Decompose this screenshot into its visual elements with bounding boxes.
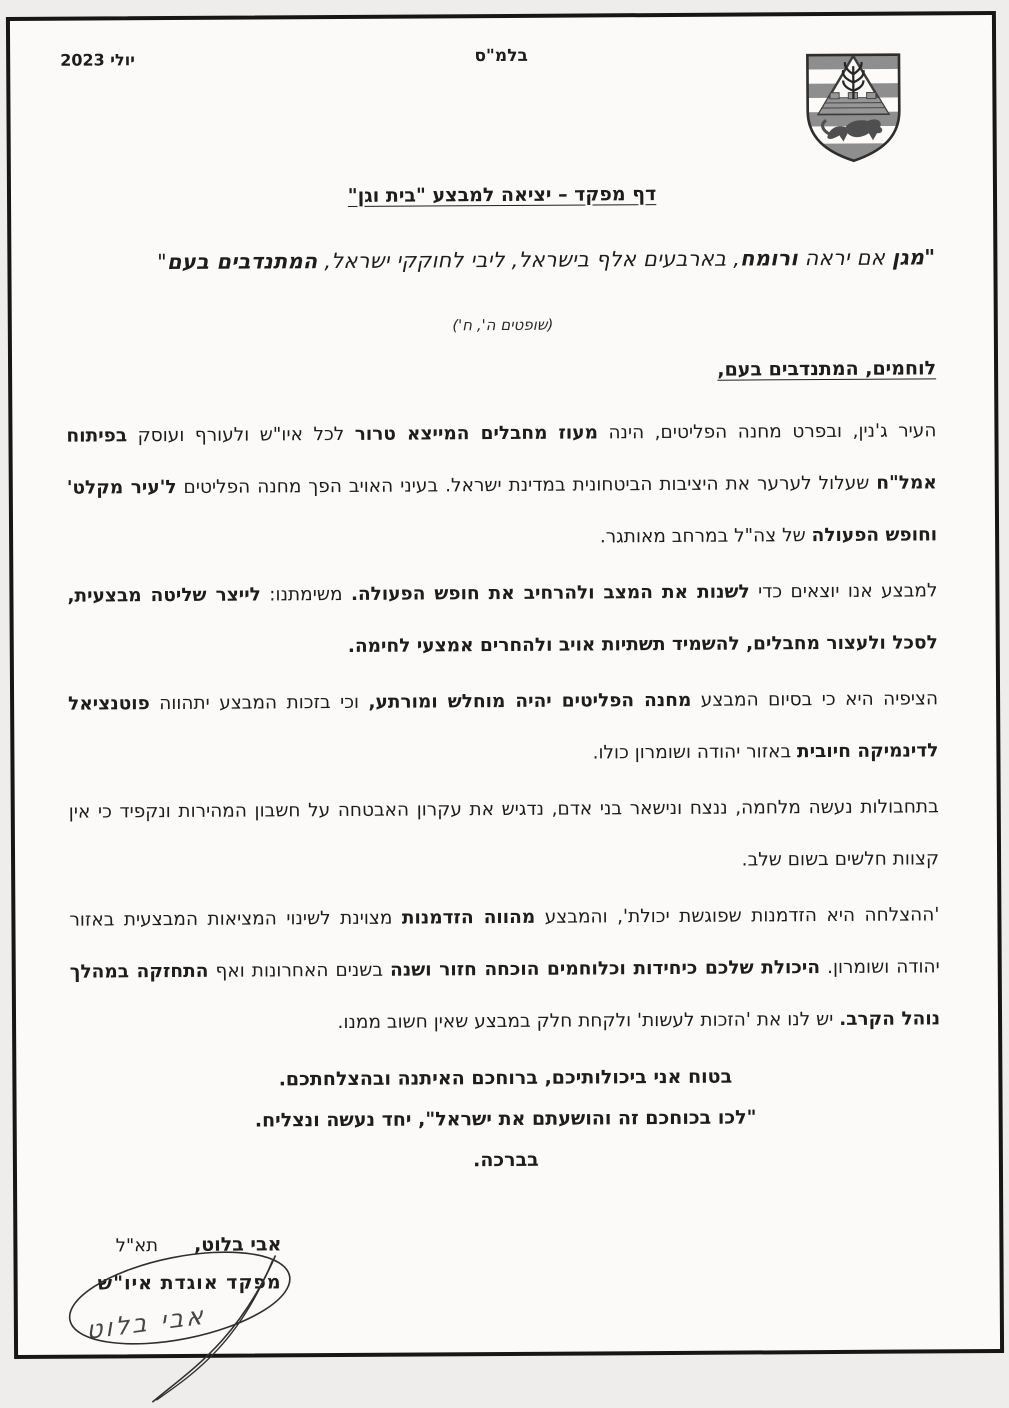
signature-block xyxy=(31,1233,281,1295)
classification-label: בלמ"ס xyxy=(10,43,992,69)
document-title: דף מפקד – יציאה למבצע "בית וגן" xyxy=(11,181,993,209)
paragraph-opportunity: 'ההצלחה היא הזדמנות שפוגשת יכולת', והמבצע מהווה הזדמנות מצוינת לשינוי המציאות המבצעית באזור יהודה ושומרון. היכולת שלכם כיחידות וכלוחמים הוכחה חזור ושנה בשנים האחרונות ואף התחזקה במהלך נוהל הקרב. יש לנו את 'הזכות לעשות' ולקחת חלק במבצע שאין חשוב ממנו. xyxy=(69,889,940,1050)
closing-line-verse: "לכו בכוחכם זה והושעתם את ישראל", יחד נעשה ונצליח. xyxy=(71,1096,941,1142)
date-label: יולי 2023 xyxy=(60,50,135,69)
scripture-quote: "מגן אם יראה ורומח, בארבעים אלף בישראל, ליבי לחוקקי ישראל, המתנדבים בעם" xyxy=(77,245,935,274)
paragraph-expectation: הציפיה היא כי בסיום המבצע מחנה הפליטים יהיה מוחלש ומורתע, וכי בזכות המבצע יתהווה פוטנציאל לדינמיקה חיובית באזור יהודה ושומרון כולו. xyxy=(68,673,939,782)
body-paragraphs xyxy=(66,405,941,1183)
signature-role: מפקד אוגדת איו"ש xyxy=(32,1271,282,1295)
paragraph-principles: בתחבולות נעשה מלחמה, ננצח ונישאר בני אדם, נדגיש את עקרון האבטחה על חשבון המהירות ונקפיד כי אין קצוות חלשים בשום שלב. xyxy=(69,781,940,890)
quote-attribution: (שופטים ה', ח') xyxy=(12,313,994,337)
handwritten-signature: אבי בלוט xyxy=(86,1300,206,1345)
paragraph-mission: למבצע אנו יוצאים כדי לשנות את המצב ולהרחיב את חופש הפעולה. משימתנו: לייצר שליטה מבצעית, לסכל ולעצור מחבלים, להשמיד תשתיות אויב ולהחרים אמצעי לחימה. xyxy=(67,565,938,674)
signature-rank: תא"ל xyxy=(116,1235,159,1256)
signature-name: אבי בלוט, xyxy=(194,1233,281,1256)
paragraph-jenin-camp: העיר ג'נין, ובפרט מחנה הפליטים, הינה מעוז מחבלים המייצא טרור לכל איו"ש ולעורף ועוסק בפיתוח אמל"ח שעלול לערער את היציבות הביטחונית במדינת ישראל. בעיני האויב הפך מחנה הפליטים ל'עיר מקלט' וחופש הפעולה של צה"ל במרחב מאותגר. xyxy=(66,405,937,566)
closing-block xyxy=(70,1055,941,1183)
greeting-line: לוחמים, המתנדבים בעם, xyxy=(717,357,936,380)
page-frame xyxy=(6,11,1004,1359)
closing-line-confidence: בטוח אני ביכולותיכם, ברוחכם האיתנה ובהצלחתכם. xyxy=(70,1055,940,1101)
division-emblem-icon xyxy=(802,50,905,167)
closing-line-blessing: בברכה. xyxy=(71,1137,941,1183)
